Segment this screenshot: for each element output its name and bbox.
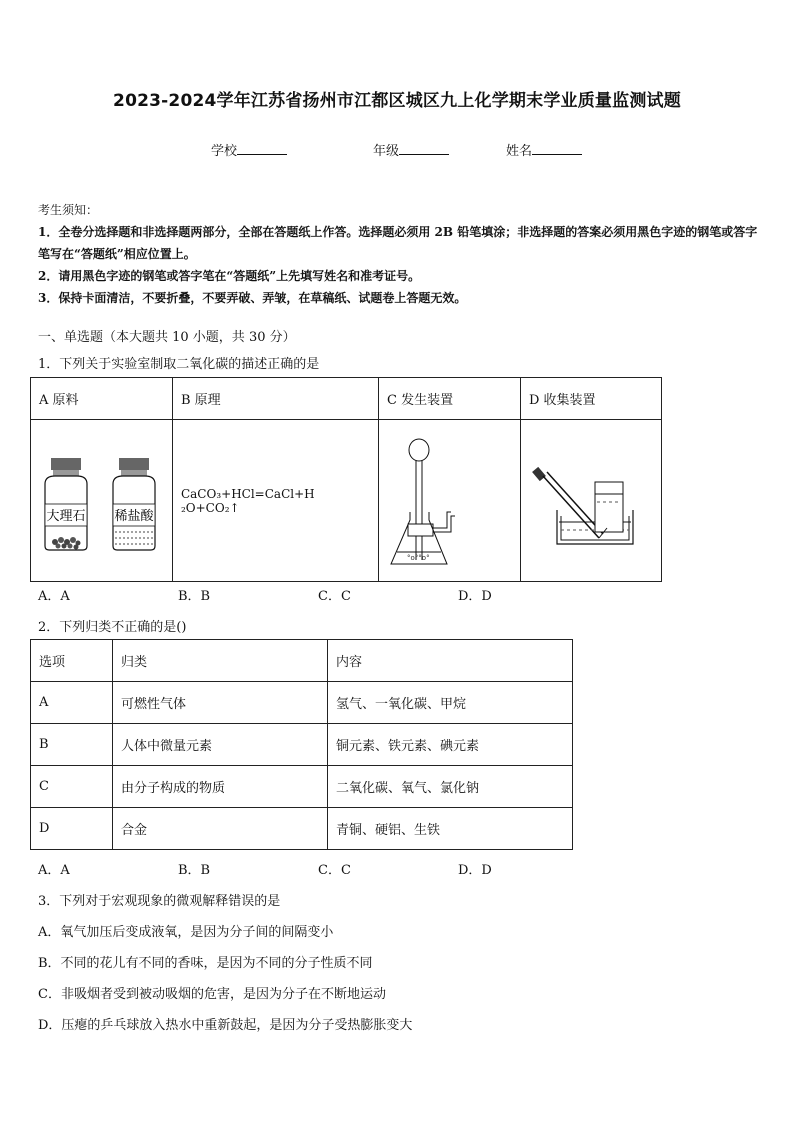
q1-header-b: B 原理 [172, 378, 378, 420]
q2-row-a-content: 氢气、一氧化碳、甲烷 [328, 682, 573, 724]
q2-stem: 2．下列归类不正确的是() [38, 620, 187, 635]
q1-header-d: D 收集装置 [521, 378, 662, 420]
q3-choice-b[interactable]: B．不同的花儿有不同的香味，是因为不同的分子性质不同 [38, 956, 373, 971]
generation-apparatus-image [379, 420, 519, 577]
q2-option-b[interactable]: B．B [178, 863, 211, 878]
section-title: 一、单选题（本大题共 10 小题，共 30 分） [38, 330, 296, 345]
page-title: 2023-2024学年江苏省扬州市江都区城区九上化学期末学业质量监测试题 [113, 91, 681, 111]
table-row [31, 724, 573, 766]
marble-bottle [45, 458, 87, 550]
q2-row-d-category: 合金 [113, 808, 328, 850]
table-row [31, 682, 573, 724]
q3-choice-d[interactable]: D．压瘪的乒乓球放入热水中重新鼓起，是因为分子受热膨胀变大 [38, 1018, 413, 1033]
name-label: 姓名 [506, 144, 533, 159]
marble-label: 大理石 [46, 509, 86, 524]
q1-cell-apparatus [379, 420, 521, 582]
q1-cell-equation: CaCO₃+HCl=CaCl+H ₂O+CO₂↑ [172, 420, 378, 582]
q1-table [30, 377, 662, 582]
q2-option-c[interactable]: C．C [318, 863, 351, 878]
grade-blank[interactable] [399, 142, 449, 155]
notice-item-3: 3．保持卡面清洁，不要折叠，不要弄破、弄皱，在草稿纸、试题卷上答题无效。 [38, 291, 467, 305]
q2-option-d[interactable]: D．D [458, 863, 492, 878]
q2-row-d-content: 青铜、硬铝、生铁 [328, 808, 573, 850]
q2-row-b-option: B [31, 724, 113, 766]
exam-notice [38, 199, 762, 309]
grade-field[interactable] [373, 140, 449, 159]
q1-option-c[interactable]: C．C [318, 589, 351, 604]
school-label: 学校 [211, 144, 238, 159]
acid-bottle [113, 458, 155, 550]
q2-option-a[interactable]: A．A [38, 863, 70, 878]
q2-row-a-option: A [31, 682, 113, 724]
reagent-bottles-image [31, 420, 171, 577]
notice-item-1: 1．全卷分选择题和非选择题两部分，全部在答题纸上作答。选择题必须用 2B 铅笔填涂；非选择题的答案必须用黑色字迹的钢笔或答字笔写在“答题纸”相应位置上。 [38, 225, 758, 261]
q2-row-c-category: 由分子构成的物质 [113, 766, 328, 808]
q2-header-category: 归类 [113, 640, 328, 682]
q1-header-a: A 原料 [31, 378, 173, 420]
name-field[interactable] [506, 140, 582, 159]
notice-item-2: 2．请用黑色字迹的钢笔或答字笔在“答题纸”上先填写姓名和准考证号。 [38, 269, 421, 283]
collection-apparatus-image [521, 420, 661, 577]
svg-text:°o°°o°: °o°°o° [407, 554, 430, 562]
table-row [31, 766, 573, 808]
q2-table [30, 639, 573, 850]
q1-options [38, 585, 598, 604]
acid-label: 稀盐酸 [114, 509, 154, 524]
q2-options [38, 859, 598, 878]
q3-choice-a[interactable]: A．氧气加压后变成液氧，是因为分子间的间隔变小 [38, 925, 334, 940]
q2-row-b-content: 铜元素、铁元素、碘元素 [328, 724, 573, 766]
q1-option-d[interactable]: D．D [458, 589, 492, 604]
q1-cell-collection [521, 420, 662, 582]
q2-row-b-category: 人体中微量元素 [113, 724, 328, 766]
q3-stem: 3．下列对于宏观现象的微观解释错误的是 [38, 894, 281, 909]
table-row [31, 808, 573, 850]
q1-option-a[interactable]: A．A [38, 589, 70, 604]
school-field[interactable] [211, 140, 287, 159]
q2-header-content: 内容 [328, 640, 573, 682]
grade-label: 年级 [373, 144, 400, 159]
q2-row-c-content: 二氧化碳、氧气、氯化钠 [328, 766, 573, 808]
q2-row-d-option: D [31, 808, 113, 850]
q2-row-c-option: C [31, 766, 113, 808]
q2-row-a-category: 可燃性气体 [113, 682, 328, 724]
q2-header-option: 选项 [31, 640, 113, 682]
q1-header-c: C 发生装置 [379, 378, 521, 420]
school-blank[interactable] [237, 142, 287, 155]
q3-choice-c[interactable]: C．非吸烟者受到被动吸烟的危害，是因为分子在不断地运动 [38, 987, 386, 1002]
q1-stem: 1．下列关于实验室制取二氧化碳的描述正确的是 [38, 357, 320, 372]
notice-heading: 考生须知： [38, 203, 99, 217]
q1-option-b[interactable]: B．B [178, 589, 211, 604]
name-blank[interactable] [532, 142, 582, 155]
q1-cell-reagents [31, 420, 173, 582]
